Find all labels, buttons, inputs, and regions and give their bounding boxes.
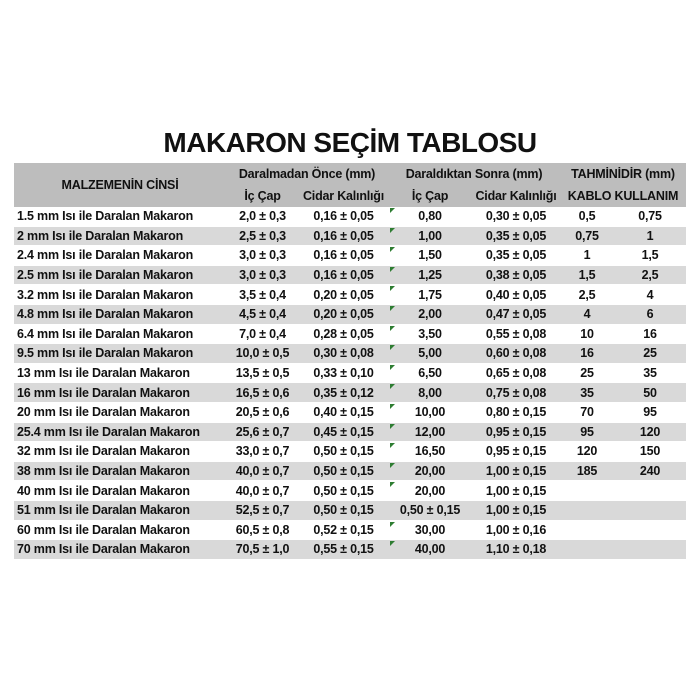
cell-wall-thickness-before: 0,52 ± 0,15: [313, 522, 374, 537]
cell-cable-usage-max: 1,5: [641, 248, 659, 263]
cell-material: 20 mm Isı ile Daralan Makaron: [17, 405, 190, 420]
cell-cable-usage-max: 1: [646, 228, 654, 243]
cell-wall-thickness-after: 1,10 ± 0,18: [485, 542, 547, 557]
cell-cable-usage-max: 6: [646, 307, 654, 322]
cell-flag-icon: [390, 267, 395, 272]
cell-inner-diameter-before: 3,0 ± 0,3: [239, 268, 286, 283]
cell-wall-thickness-after: 0,35 ± 0,05: [485, 248, 547, 263]
cell-material: 1.5 mm Isı ile Daralan Makaron: [17, 209, 194, 224]
cell-cable-usage-max: 25: [643, 346, 657, 361]
cell-wall-thickness-after: 1,00 ± 0,15: [485, 483, 547, 498]
cell-inner-diameter-after: 40,00: [388, 540, 472, 559]
cell-cable-usage-min: 2,5: [578, 287, 596, 302]
cell-inner-diameter-after: 12,00: [388, 423, 472, 442]
cell-cable-usage-min: 70: [580, 405, 594, 420]
cell-material: 32 mm Isı ile Daralan Makaron: [17, 444, 190, 459]
cell-material: 16 mm Isı ile Daralan Makaron: [17, 385, 190, 400]
cell-inner-diameter-before: 3,0 ± 0,3: [239, 248, 286, 263]
cell-flag-icon: [390, 384, 395, 389]
table-row: [14, 540, 686, 560]
cell-cable-usage-max: [614, 521, 686, 540]
cell-inner-diameter-before: 10,0 ± 0,5: [235, 346, 290, 361]
table-row: [14, 266, 686, 286]
cell-wall-thickness-after: 0,47 ± 0,05: [485, 307, 547, 322]
table-row: [14, 344, 686, 364]
cell-wall-thickness-after: 0,35 ± 0,05: [485, 228, 547, 243]
cell-inner-diameter-after: 3,50: [388, 325, 472, 344]
cell-inner-diameter-before: 40,0 ± 0,7: [235, 483, 290, 498]
cell-flag-icon: [390, 247, 395, 252]
cell-flag-icon: [390, 463, 395, 468]
table-row: [14, 423, 686, 443]
cell-flag-icon: [390, 443, 395, 448]
cell-inner-diameter-after: 2,00: [388, 305, 472, 324]
cell-cable-usage-min: 120: [576, 444, 598, 459]
cell-wall-thickness-before: 0,35 ± 0,12: [313, 385, 374, 400]
cell-flag-icon: [390, 228, 395, 233]
cell-wall-thickness-after: 0,95 ± 0,15: [485, 444, 547, 459]
cell-flag-icon: [390, 208, 395, 213]
cell-cable-usage-min: 1: [583, 248, 591, 263]
cell-inner-diameter-after: 1,00: [388, 227, 472, 246]
cell-wall-thickness-before: 0,20 ± 0,05: [313, 287, 374, 302]
cell-wall-thickness-after: 1,00 ± 0,15: [485, 464, 547, 479]
table-row: [14, 285, 686, 305]
cell-cable-usage-min: [560, 501, 614, 520]
table-row: [14, 462, 686, 482]
cell-inner-diameter-before: 2,5 ± 0,3: [239, 228, 286, 243]
cell-wall-thickness-before: 0,50 ± 0,15: [313, 483, 374, 498]
cell-inner-diameter-after: 0,50 ± 0,15: [399, 503, 461, 518]
cell-cable-usage-min: 1,5: [578, 268, 596, 283]
header-group-after-shrink: Daraldıktan Sonra (mm): [405, 167, 543, 181]
cell-inner-diameter-before: 40,0 ± 0,7: [235, 464, 290, 479]
cell-material: 13 mm Isı ile Daralan Makaron: [17, 366, 190, 381]
cell-material: 2.5 mm Isı ile Daralan Makaron: [17, 268, 194, 283]
cell-cable-usage-max: 120: [639, 424, 661, 439]
cell-inner-diameter-after: 1,50: [388, 246, 472, 265]
cell-inner-diameter-before: 4,5 ± 0,4: [239, 307, 286, 322]
header-wall-thickness-before: Cidar Kalınlığı: [302, 189, 385, 203]
cell-material: 60 mm Isı ile Daralan Makaron: [17, 522, 190, 537]
cell-cable-usage-max: 4: [646, 287, 654, 302]
cell-inner-diameter-before: 13,5 ± 0,5: [235, 366, 290, 381]
cell-cable-usage-max: 95: [643, 405, 657, 420]
cell-cable-usage-max: 16: [643, 326, 657, 341]
cell-wall-thickness-after: 0,38 ± 0,05: [485, 268, 547, 283]
cell-inner-diameter-before: 7,0 ± 0,4: [239, 326, 286, 341]
cell-flag-icon: [390, 345, 395, 350]
makaron-selection-table: [14, 163, 686, 560]
cell-wall-thickness-after: 0,40 ± 0,05: [485, 287, 547, 302]
cell-wall-thickness-before: 0,30 ± 0,08: [313, 346, 374, 361]
page-title: MAKARON SEÇİM TABLOSU: [163, 127, 537, 158]
header-inner-diameter-before: İç Çap: [244, 189, 281, 203]
cell-wall-thickness-after: 0,95 ± 0,15: [485, 424, 547, 439]
cell-material: 40 mm Isı ile Daralan Makaron: [17, 483, 190, 498]
cell-cable-usage-max: 150: [639, 444, 661, 459]
cell-material: 9.5 mm Isı ile Daralan Makaron: [17, 346, 194, 361]
cell-flag-icon: [390, 365, 395, 370]
cell-inner-diameter-after: 5,00: [388, 344, 472, 363]
cell-flag-icon: [390, 482, 395, 487]
cell-material: 2 mm Isı ile Daralan Makaron: [17, 228, 184, 243]
cell-inner-diameter-after: 6,50: [388, 364, 472, 383]
header-cable-usage: KABLO KULLANIM: [567, 189, 679, 203]
table-row: [14, 364, 686, 384]
cell-cable-usage-min: 0,5: [578, 209, 596, 224]
cell-inner-diameter-before: 20,5 ± 0,6: [235, 405, 290, 420]
cell-inner-diameter-after: 30,00: [388, 521, 472, 540]
cell-cable-usage-max: 240: [639, 464, 661, 479]
cell-cable-usage-min: [560, 540, 614, 559]
cell-cable-usage-max: 2,5: [641, 268, 659, 283]
cell-flag-icon: [390, 326, 395, 331]
cell-cable-usage-max: 35: [643, 366, 657, 381]
header-material: MALZEMENİN CİNSİ: [61, 178, 179, 192]
header-group-estimate: TAHMİNİDİR (mm): [571, 167, 675, 181]
cell-inner-diameter-before: 33,0 ± 0,7: [235, 444, 290, 459]
table-body: [14, 207, 686, 560]
cell-flag-icon: [390, 404, 395, 409]
cell-wall-thickness-before: 0,16 ± 0,05: [313, 228, 374, 243]
cell-wall-thickness-before: 0,50 ± 0,15: [313, 464, 374, 479]
cell-inner-diameter-after: 16,50: [388, 442, 472, 461]
cell-wall-thickness-after: 0,80 ± 0,15: [485, 405, 547, 420]
cell-inner-diameter-after: 1,25: [388, 266, 472, 285]
cell-wall-thickness-before: 0,50 ± 0,15: [313, 503, 374, 518]
cell-inner-diameter-before: 60,5 ± 0,8: [235, 522, 290, 537]
cell-inner-diameter-after: 1,75: [388, 285, 472, 304]
cell-material: 38 mm Isı ile Daralan Makaron: [17, 464, 190, 479]
cell-flag-icon: [390, 424, 395, 429]
cell-wall-thickness-before: 0,16 ± 0,05: [313, 248, 374, 263]
cell-wall-thickness-after: 1,00 ± 0,16: [485, 522, 547, 537]
cell-inner-diameter-after: 10,00: [388, 403, 472, 422]
cell-cable-usage-max: [614, 481, 686, 500]
cell-material: 2.4 mm Isı ile Daralan Makaron: [17, 248, 194, 263]
cell-cable-usage-min: 10: [580, 326, 594, 341]
cell-wall-thickness-after: 0,75 ± 0,08: [485, 385, 547, 400]
cell-inner-diameter-before: 2,0 ± 0,3: [239, 209, 286, 224]
cell-inner-diameter-after: 20,00: [388, 462, 472, 481]
header-group-before-shrink: Daralmadan Önce (mm): [238, 167, 376, 181]
cell-cable-usage-min: 35: [580, 385, 594, 400]
table-row: [14, 403, 686, 423]
cell-cable-usage-max: 50: [643, 385, 657, 400]
cell-cable-usage-min: [560, 481, 614, 500]
table-row: [14, 246, 686, 266]
cell-flag-icon: [390, 522, 395, 527]
cell-material: 70 mm Isı ile Daralan Makaron: [17, 542, 190, 557]
table-row: [14, 305, 686, 325]
table-header: [14, 163, 686, 207]
cell-inner-diameter-after: 20,00: [388, 481, 472, 500]
cell-wall-thickness-before: 0,33 ± 0,10: [313, 366, 374, 381]
cell-cable-usage-min: 95: [580, 424, 594, 439]
table-row: [14, 207, 686, 227]
cell-inner-diameter-before: 16,5 ± 0,6: [235, 385, 290, 400]
cell-wall-thickness-before: 0,45 ± 0,15: [313, 424, 374, 439]
cell-cable-usage-max: [614, 540, 686, 559]
cell-cable-usage-min: 25: [580, 366, 594, 381]
cell-wall-thickness-before: 0,20 ± 0,05: [313, 307, 374, 322]
cell-wall-thickness-after: 1,00 ± 0,15: [485, 503, 547, 518]
cell-wall-thickness-before: 0,16 ± 0,05: [313, 268, 374, 283]
table-row: [14, 521, 686, 541]
cell-inner-diameter-after: 8,00: [388, 383, 472, 402]
cell-inner-diameter-before: 3,5 ± 0,4: [239, 287, 286, 302]
cell-inner-diameter-before: 70,5 ± 1,0: [235, 542, 290, 557]
table-row: [14, 383, 686, 403]
cell-wall-thickness-before: 0,28 ± 0,05: [313, 326, 374, 341]
cell-material: 4.8 mm Isı ile Daralan Makaron: [17, 307, 194, 322]
cell-wall-thickness-after: 0,30 ± 0,05: [485, 209, 547, 224]
cell-flag-icon: [390, 286, 395, 291]
cell-cable-usage-min: [560, 521, 614, 540]
cell-wall-thickness-after: 0,55 ± 0,08: [485, 326, 547, 341]
table-row: [14, 227, 686, 247]
cell-inner-diameter-after: 0,80: [388, 207, 472, 226]
cell-cable-usage-min: 0,75: [575, 228, 599, 243]
cell-cable-usage-min: 4: [583, 307, 591, 322]
table-row: [14, 325, 686, 345]
table-row: [14, 501, 686, 521]
cell-inner-diameter-before: 52,5 ± 0,7: [235, 503, 290, 518]
table-row: [14, 442, 686, 462]
cell-wall-thickness-after: 0,65 ± 0,08: [485, 366, 547, 381]
cell-flag-icon: [390, 541, 395, 546]
cell-material: 25.4 mm Isı ile Daralan Makaron: [17, 424, 200, 439]
cell-wall-thickness-before: 0,40 ± 0,15: [313, 405, 374, 420]
cell-cable-usage-min: 16: [580, 346, 594, 361]
cell-wall-thickness-before: 0,16 ± 0,05: [313, 209, 374, 224]
cell-material: 6.4 mm Isı ile Daralan Makaron: [17, 326, 194, 341]
cell-cable-usage-max: [614, 501, 686, 520]
cell-cable-usage-min: 185: [576, 464, 598, 479]
cell-material: 51 mm Isı ile Daralan Makaron: [17, 503, 190, 518]
cell-inner-diameter-before: 25,6 ± 0,7: [235, 424, 290, 439]
cell-material: 3.2 mm Isı ile Daralan Makaron: [17, 287, 194, 302]
cell-cable-usage-max: 0,75: [638, 209, 662, 224]
header-inner-diameter-after: İç Çap: [411, 189, 449, 203]
cell-flag-icon: [390, 306, 395, 311]
table-row: [14, 481, 686, 501]
cell-wall-thickness-after: 0,60 ± 0,08: [485, 346, 547, 361]
cell-wall-thickness-before: 0,50 ± 0,15: [313, 444, 374, 459]
header-wall-thickness-after: Cidar Kalınlığı: [475, 189, 557, 203]
cell-wall-thickness-before: 0,55 ± 0,15: [313, 542, 374, 557]
